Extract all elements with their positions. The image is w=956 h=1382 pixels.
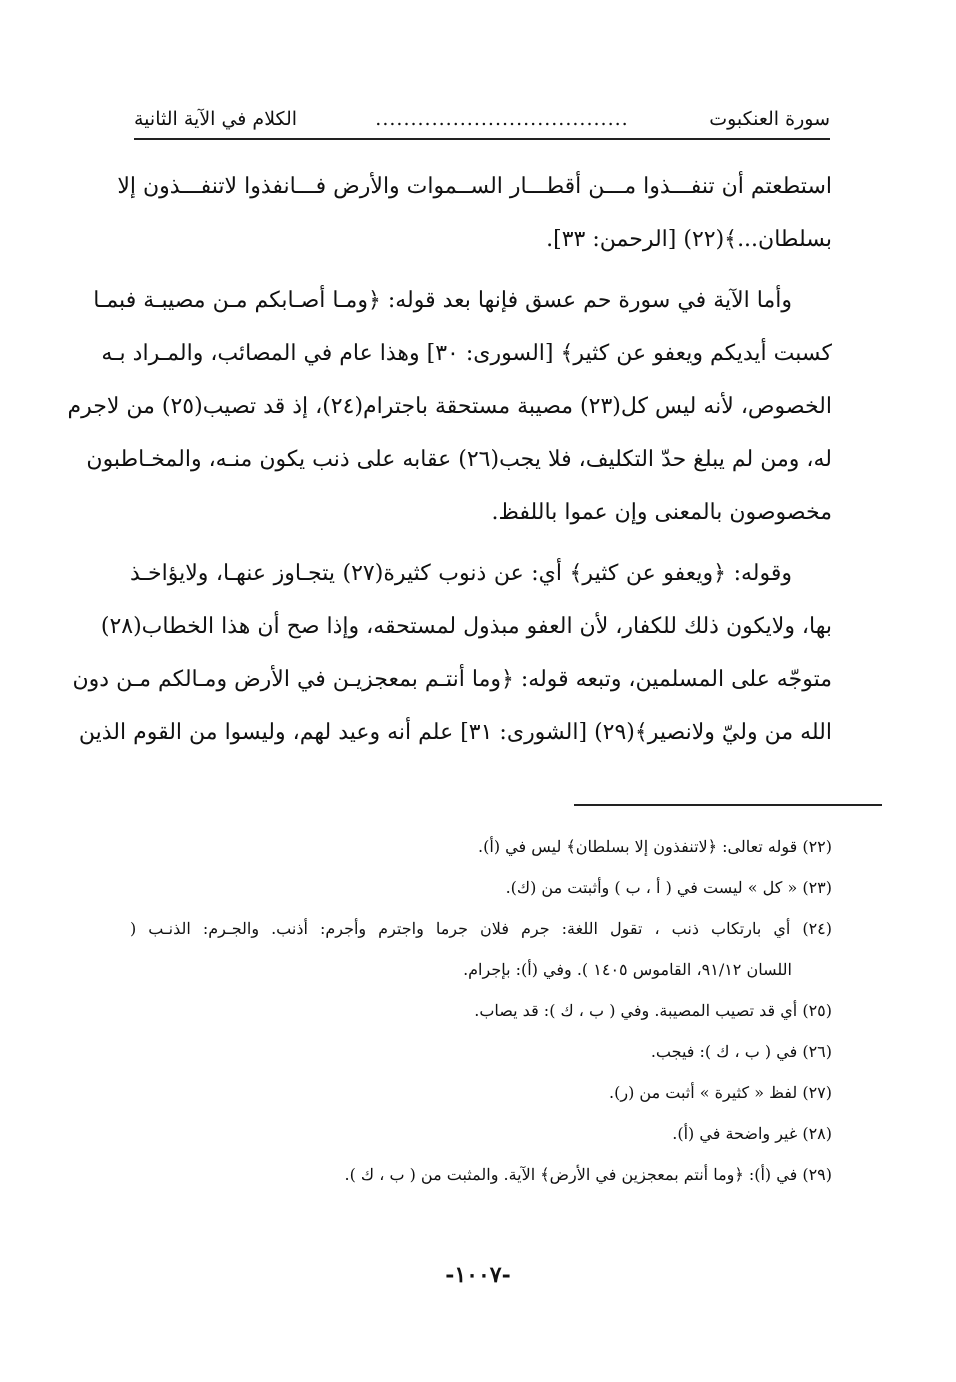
body-line: الله من وليّ ولانصير﴾(٢٩) [الشورى: ٣١] علم أنه وعيد لهم، وليسوا من القوم الذين xyxy=(78,720,832,745)
footnote-24: (٢٤) أي بارتكاب ذنب ، تقول اللغة: جرم فلان جرما واجترم وأجرم: أذنب. والجـرم: الذنـب ( xyxy=(130,919,832,938)
footnote-25: (٢٥) أي قد تصيب المصيبة. وفي ( ب ، ك ): قد يصاب. xyxy=(474,1001,832,1020)
page-number: -١٠٠٧- xyxy=(445,1262,511,1288)
header-section-title: الكلام في الآية الثانية xyxy=(134,108,298,130)
body-line: وأما الآية في سورة حم عسق فإنها بعد قوله: ﴿ومـا أصـابكم مـن مصيبـة فبمـا xyxy=(93,288,792,313)
body-line: متوجّه على المسلمين، وتبعه قوله: ﴿وما أنتـم بمعجزيـن في الأرض ومـالكم مـن دون xyxy=(72,667,832,692)
running-header xyxy=(134,104,830,140)
body-line: كسبت أيديكم ويعفو عن كثير﴾ [السورى: ٣٠] وهذا عام في المصائب، والمـراد بـه xyxy=(101,341,832,366)
body-line: له، ومن لم يبلغ حدّ التكليف، فلا يجب(٢٦) عقابه على ذنب يكون منـه، والمخـاطبون xyxy=(86,447,832,472)
footnote-23: (٢٣) « كل » ليست في ( أ ، ب ) وأثبتت من (ك). xyxy=(505,878,832,897)
body-line: بسلطان...﴾(٢٢) [الرحمن: ٣٣]. xyxy=(546,227,832,252)
footnote-22: (٢٢) قوله تعالى: ﴿لاتنفذون إلا بسلطان﴾ ليس في (أ). xyxy=(478,837,832,856)
footnote-26: (٢٦) في ( ب ، ك ): فيجب. xyxy=(650,1042,832,1061)
footnote-divider xyxy=(574,804,882,806)
body-line: وقوله: ﴿ويعفو عن كثير﴾ أي: عن ذنوب كثيرة(٢٧) يتجـاوز عنهـا، ولايؤاخـذ xyxy=(130,561,792,586)
header-surah-title: سورة العنكبوت xyxy=(709,108,830,130)
main-text xyxy=(67,160,832,759)
footnote-27: (٢٧) لفظ « كثيرة » أثبت من (ر). xyxy=(609,1083,832,1102)
header-leader-dots: .................................... xyxy=(375,108,629,130)
body-line: مخصوصون بالمعنى وإن عموا باللفظ. xyxy=(491,500,832,525)
body-line: بها، ولايكون ذلك للكفار، لأن العفو مبذول لمستحقه، وإذا صح أن هذا الخطاب(٢٨) xyxy=(100,614,832,639)
body-line: الخصوص، لأنه ليس كل(٢٣) مصيبة مستحقة باجترام(٢٤)، إذ قد تصيب(٢٥) من لاجرم xyxy=(67,394,832,419)
footnote-29: (٢٩) في (أ): ﴿وما أنتم بمعجزين في الأرض﴾ الآية. والمثبت من ( ب ، ك ). xyxy=(344,1165,832,1184)
body-line: استطعتم أن تنفـــذوا مـــن أقطـــار الســموات والأرض فـــانفذوا لاتنفـــذون إلا xyxy=(117,174,832,199)
footnote-24-continuation: اللسان ٩١/١٢، القاموس ١٤٠٥ ). وفي (أ): بإجرام. xyxy=(463,960,792,979)
footnotes xyxy=(130,826,832,1195)
footnote-28: (٢٨) غير واضحة في (أ). xyxy=(672,1124,832,1143)
